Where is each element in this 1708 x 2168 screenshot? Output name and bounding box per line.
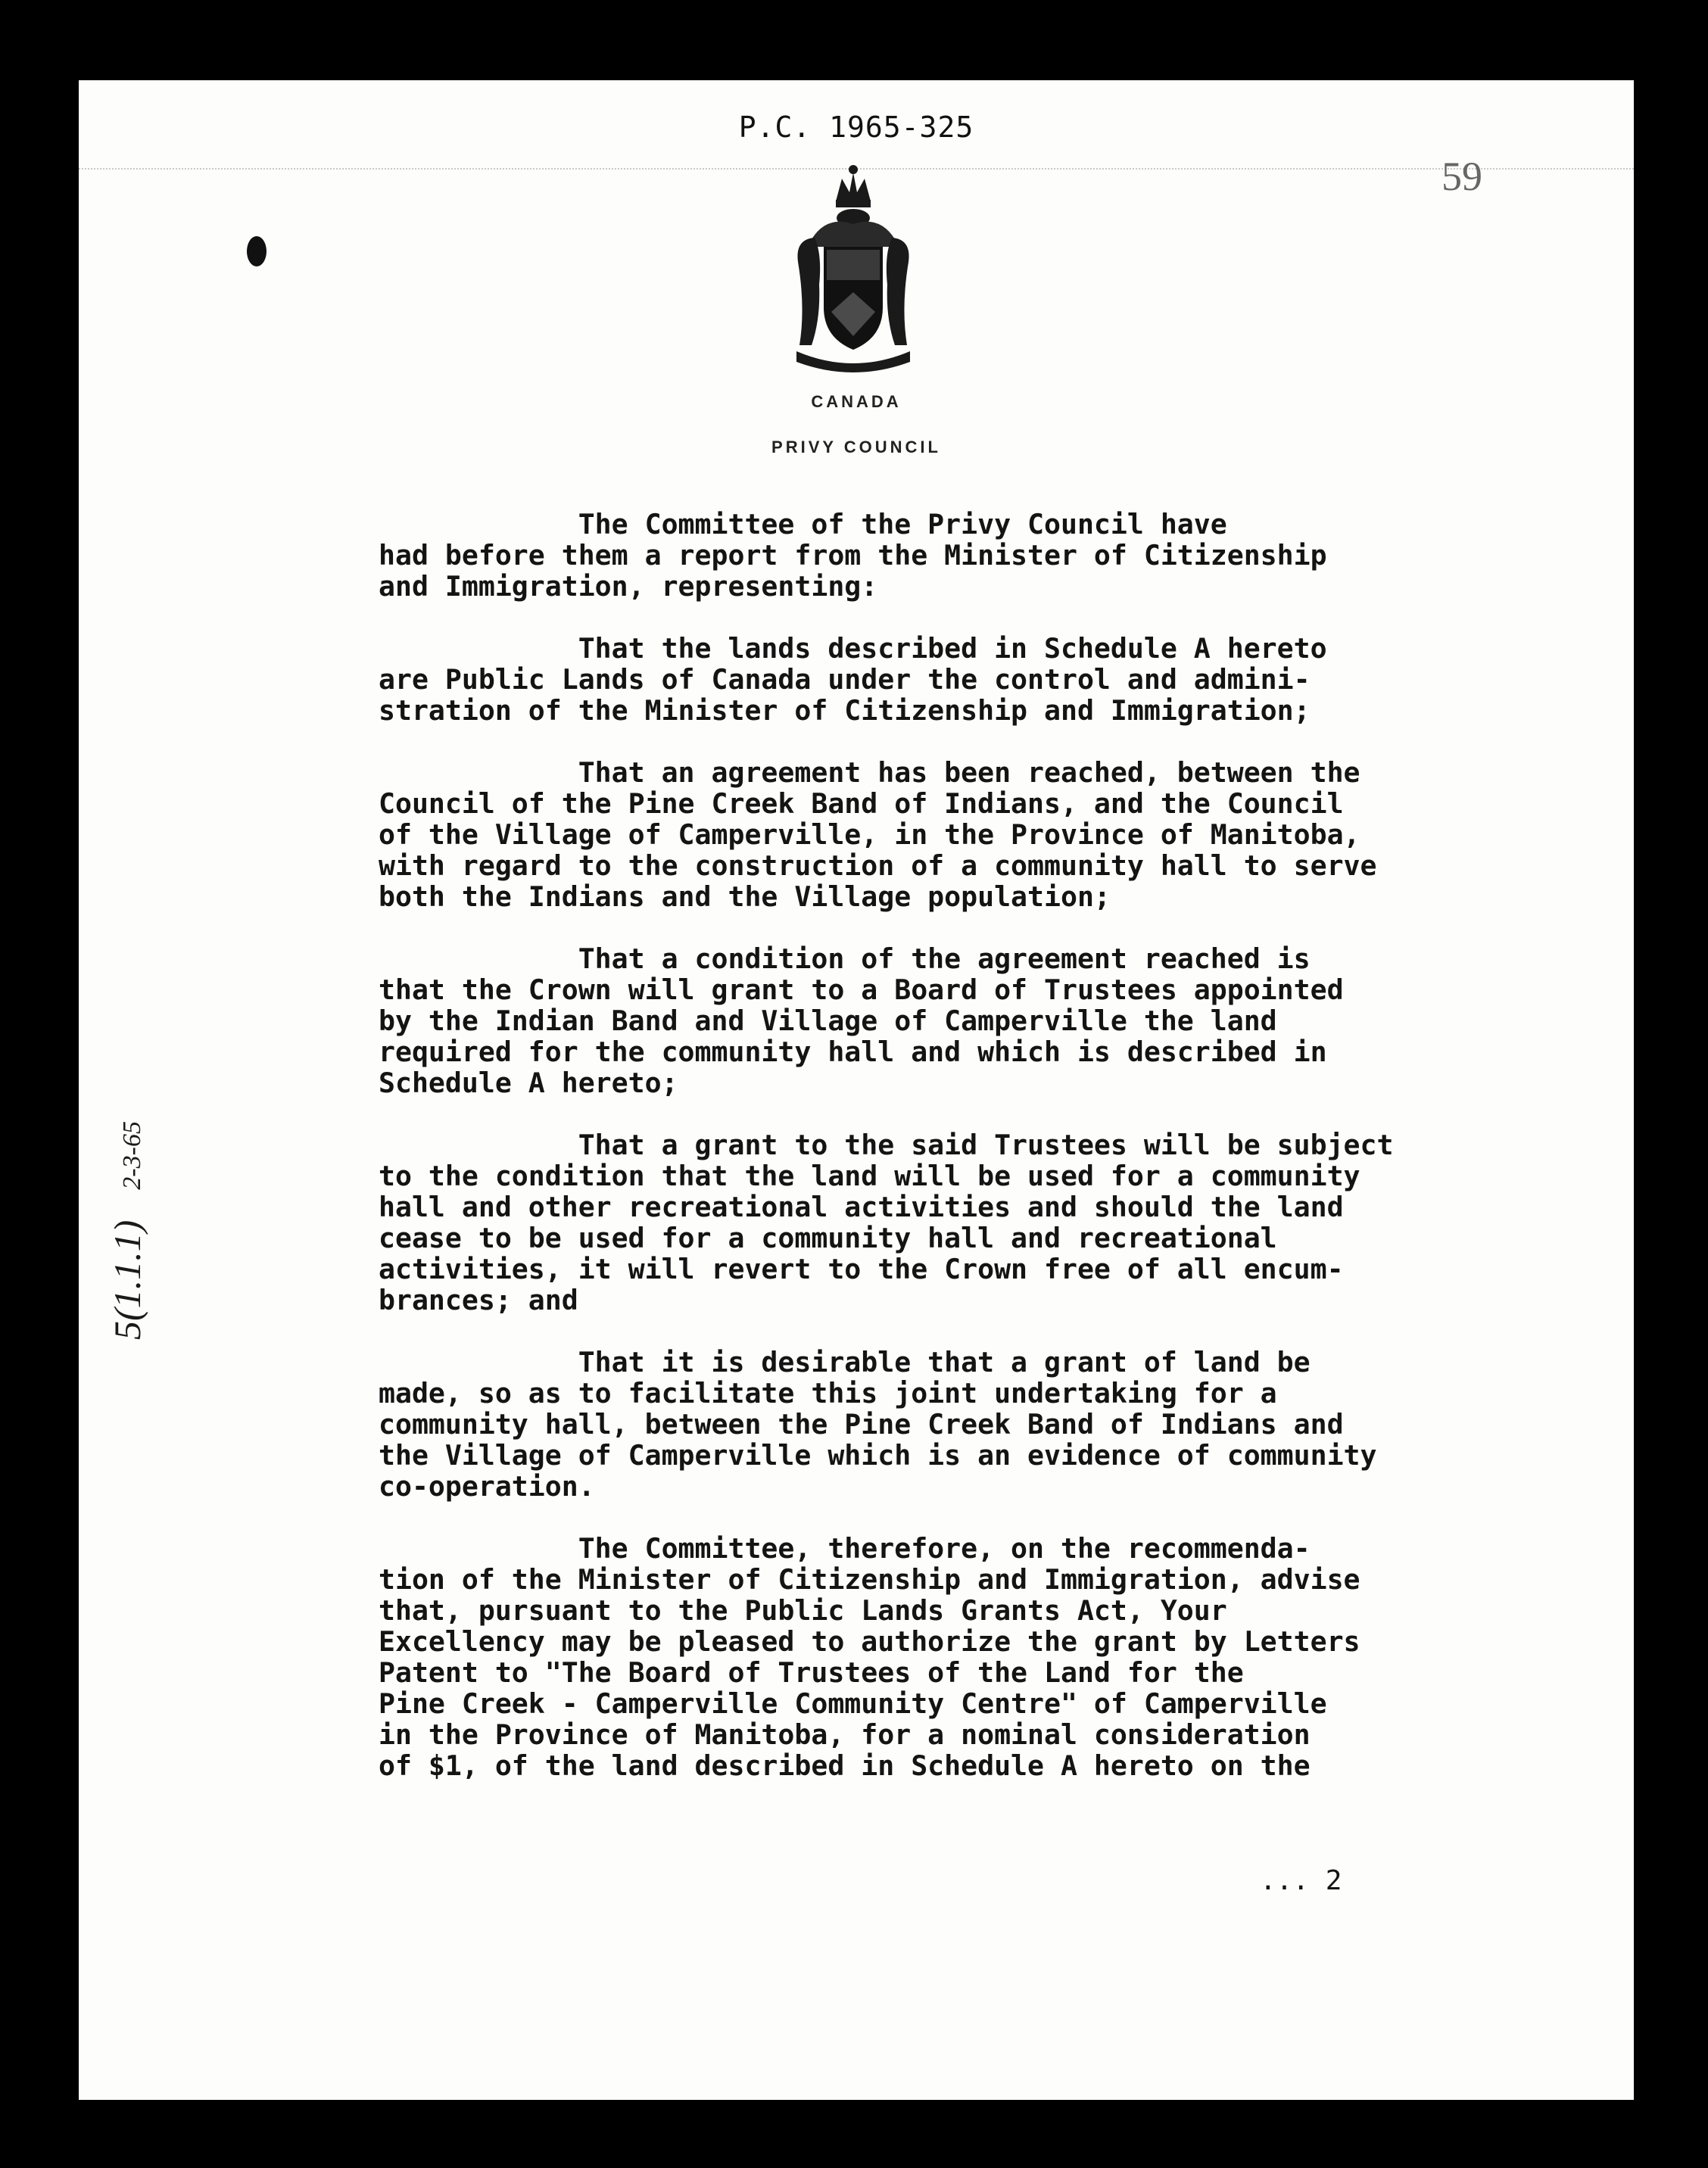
text-line: Council of the Pine Creek Band of Indians, and the Council [379,787,1344,820]
text-line: Schedule A hereto; [379,1067,678,1099]
text-line: both the Indians and the Village population; [379,880,1111,913]
country-label: CANADA [811,392,902,411]
paragraph [379,633,1605,726]
text-line: are Public Lands of Canada under the control and admini- [379,663,1311,696]
text-line: That an agreement has been reached, between the [379,756,1360,789]
margin-reference: 5(1.1.1) [106,1220,148,1340]
text-line: That the lands described in Schedule A hereto [379,632,1327,665]
page-stamp-number: 59 [1442,154,1482,199]
paragraph [379,1347,1605,1502]
paragraph [379,757,1605,912]
text-line: of the Village of Camperville, in the Province of Manitoba, [379,818,1360,851]
office-label: PRIVY COUNCIL [771,438,941,456]
punch-hole [247,236,266,266]
text-line: stration of the Minister of Citizenship and Immigration; [379,694,1311,727]
paragraph [379,943,1605,1098]
margin-date: 2-3-65 [118,1121,146,1190]
handwritten-margin-note [105,1121,149,1340]
text-line: Pine Creek - Camperville Community Centre" of Camperville [379,1687,1327,1720]
paragraph [379,509,1605,602]
continued-marker: ... 2 [1260,1865,1342,1896]
text-line: to the condition that the land will be used for a community [379,1160,1360,1192]
text-line: Patent to "The Board of Trustees of the Land for the [379,1656,1244,1689]
document-page [79,80,1634,2100]
text-line: required for the community hall and which is described in [379,1036,1327,1068]
text-line: co-operation. [379,1470,595,1503]
text-line: by the Indian Band and Village of Camperville the land [379,1005,1277,1037]
text-line: That a grant to the said Trustees will be subject [379,1129,1394,1161]
text-line: hall and other recreational activities and should the land [379,1191,1344,1223]
text-line: brances; and [379,1284,578,1316]
text-line: The Committee of the Privy Council have [379,508,1227,540]
text-line: The Committee, therefore, on the recommenda- [379,1532,1311,1565]
text-line: community hall, between the Pine Creek Band of Indians and [379,1408,1344,1441]
text-line: tion of the Minister of Citizenship and Immigration, advise [379,1563,1360,1596]
text-line: in the Province of Manitoba, for a nominal consideration [379,1718,1311,1751]
canada-coat-of-arms-icon [789,156,918,383]
text-line: activities, it will revert to the Crown free of all encum- [379,1253,1344,1285]
text-line: had before them a report from the Minister of Citizenship [379,539,1327,572]
text-line: the Village of Camperville which is an evidence of community [379,1439,1377,1472]
text-line: that the Crown will grant to a Board of Trustees appointed [379,973,1344,1006]
paragraph [379,1129,1605,1316]
order-number: P.C. 1965-325 [738,111,974,144]
order-body [379,509,1605,1812]
text-line: of $1, of the land described in Schedule A hereto on the [379,1749,1311,1782]
text-line: Excellency may be pleased to authorize the grant by Letters [379,1625,1360,1658]
text-line: that, pursuant to the Public Lands Grants Act, Your [379,1594,1227,1627]
text-line: with regard to the construction of a community hall to serve [379,849,1377,882]
text-line: That it is desirable that a grant of land be [379,1346,1311,1378]
text-line: made, so as to facilitate this joint undertaking for a [379,1377,1277,1410]
text-line: cease to be used for a community hall and recreational [379,1222,1277,1254]
paragraph [379,1533,1605,1781]
text-line: and Immigration, representing: [379,570,878,603]
text-line: That a condition of the agreement reached is [379,942,1311,975]
